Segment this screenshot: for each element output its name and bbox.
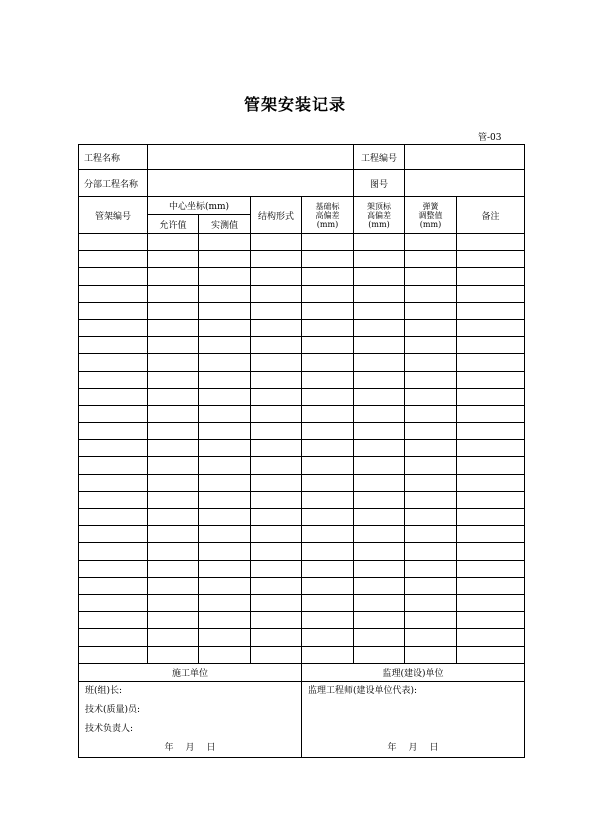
table-cell[interactable]: [148, 440, 199, 457]
table-cell[interactable]: [251, 354, 302, 371]
table-cell[interactable]: [251, 646, 302, 663]
table-cell[interactable]: [354, 629, 405, 646]
col-foundation-deviation: 基础标 高偏差 (mm): [302, 197, 354, 234]
table-cell[interactable]: [302, 371, 354, 388]
table-cell[interactable]: [148, 646, 199, 663]
table-cell[interactable]: [79, 388, 148, 405]
table-cell[interactable]: [79, 629, 148, 646]
table-cell[interactable]: [251, 251, 302, 268]
table-cell[interactable]: [405, 251, 457, 268]
table-cell[interactable]: [302, 285, 354, 302]
project-name-label: 工程名称: [79, 145, 148, 170]
table-cell[interactable]: [354, 354, 405, 371]
col-spring-adjust: 弹簧 调整值 (mm): [405, 197, 457, 234]
table-cell[interactable]: [405, 302, 457, 319]
table-cell[interactable]: [79, 354, 148, 371]
supervision-unit-label: 监理(建设)单位: [302, 663, 525, 681]
table-row: [79, 440, 525, 457]
table-cell[interactable]: [457, 629, 525, 646]
table-cell[interactable]: [251, 234, 302, 251]
tech-lead-label: 技术负责人:: [85, 723, 134, 734]
table-cell[interactable]: [79, 251, 148, 268]
col-allowed-value: 允许值: [148, 215, 199, 234]
table-cell[interactable]: [457, 268, 525, 285]
col-structure-form: 结构形式: [251, 197, 302, 234]
table-cell[interactable]: [457, 405, 525, 422]
table-cell[interactable]: [79, 577, 148, 594]
table-row: [79, 268, 525, 285]
tech-quality-label: 技术(质量)员:: [85, 704, 141, 715]
table-cell[interactable]: [405, 612, 457, 629]
table-cell[interactable]: [405, 440, 457, 457]
table-cell[interactable]: [148, 285, 199, 302]
table-cell[interactable]: [457, 371, 525, 388]
table-cell[interactable]: [405, 491, 457, 508]
header-row-subproject: [79, 170, 525, 197]
table-cell[interactable]: [302, 440, 354, 457]
table-cell[interactable]: [354, 234, 405, 251]
table-cell[interactable]: [251, 526, 302, 543]
table-cell[interactable]: [148, 302, 199, 319]
table-cell[interactable]: [354, 405, 405, 422]
table-cell[interactable]: [79, 560, 148, 577]
table-row: [79, 629, 525, 646]
table-cell[interactable]: [354, 302, 405, 319]
table-cell[interactable]: [405, 423, 457, 440]
page-title: 管架安装记录: [243, 95, 346, 114]
month-label: 月: [408, 742, 418, 753]
table-cell[interactable]: [79, 285, 148, 302]
month-label: 月: [185, 742, 195, 753]
table-cell[interactable]: [199, 388, 251, 405]
table-cell[interactable]: [199, 234, 251, 251]
table-cell[interactable]: [457, 491, 525, 508]
table-cell[interactable]: [148, 251, 199, 268]
table-cell[interactable]: [199, 629, 251, 646]
table-cell[interactable]: [79, 371, 148, 388]
table-cell[interactable]: [148, 354, 199, 371]
table-cell[interactable]: [148, 423, 199, 440]
footer-header-row: [79, 663, 525, 681]
table-cell[interactable]: [405, 474, 457, 491]
table-cell[interactable]: [457, 440, 525, 457]
table-row: [79, 423, 525, 440]
sub-project-label: 分部工程名称: [79, 170, 148, 197]
table-row: [79, 612, 525, 629]
table-cell[interactable]: [251, 405, 302, 422]
record-table: [78, 144, 525, 758]
table-row: [79, 388, 525, 405]
table-cell[interactable]: [302, 268, 354, 285]
table-cell[interactable]: [405, 234, 457, 251]
table-cell[interactable]: [457, 319, 525, 336]
table-cell[interactable]: [405, 371, 457, 388]
table-cell[interactable]: [302, 594, 354, 611]
table-cell[interactable]: [199, 526, 251, 543]
table-cell[interactable]: [302, 577, 354, 594]
table-cell[interactable]: [199, 594, 251, 611]
table-cell[interactable]: [405, 405, 457, 422]
table-cell[interactable]: [302, 319, 354, 336]
table-cell[interactable]: [251, 371, 302, 388]
table-row: [79, 646, 525, 663]
table-cell[interactable]: [405, 543, 457, 560]
table-cell[interactable]: [457, 577, 525, 594]
table-cell[interactable]: [148, 629, 199, 646]
sub-project-field[interactable]: [148, 170, 354, 197]
table-cell[interactable]: [457, 457, 525, 474]
table-cell[interactable]: [302, 354, 354, 371]
col-support-number: 管架编号: [79, 197, 148, 234]
table-cell[interactable]: [457, 251, 525, 268]
table-cell[interactable]: [302, 543, 354, 560]
table-cell[interactable]: [302, 612, 354, 629]
table-cell[interactable]: [354, 440, 405, 457]
table-cell[interactable]: [148, 457, 199, 474]
table-cell[interactable]: [457, 234, 525, 251]
table-cell[interactable]: [79, 509, 148, 526]
table-row: [79, 560, 525, 577]
table-cell[interactable]: [354, 388, 405, 405]
table-cell[interactable]: [148, 612, 199, 629]
table-cell[interactable]: [302, 526, 354, 543]
supervision-signature-area[interactable]: [302, 681, 525, 757]
table-cell[interactable]: [148, 474, 199, 491]
construction-unit-label: 施工单位: [79, 663, 302, 681]
table-cell[interactable]: [405, 629, 457, 646]
table-cell[interactable]: [302, 491, 354, 508]
supervision-date: [302, 739, 524, 757]
table-cell[interactable]: [457, 612, 525, 629]
table-cell[interactable]: [199, 577, 251, 594]
table-cell[interactable]: [457, 423, 525, 440]
day-label: 日: [429, 742, 439, 753]
table-cell[interactable]: [79, 337, 148, 354]
table-row: [79, 457, 525, 474]
table-cell[interactable]: [79, 423, 148, 440]
table-cell[interactable]: [354, 594, 405, 611]
table-cell[interactable]: [405, 560, 457, 577]
supervisor-label: 监理工程师(建设单位代表):: [308, 685, 418, 696]
year-label: 年: [164, 742, 174, 753]
table-cell[interactable]: [302, 405, 354, 422]
table-cell[interactable]: [251, 285, 302, 302]
year-label: 年: [387, 742, 397, 753]
table-cell[interactable]: [405, 509, 457, 526]
table-row: [79, 526, 525, 543]
table-row: [79, 491, 525, 508]
table-row: [79, 234, 525, 251]
table-cell[interactable]: [354, 423, 405, 440]
table-cell[interactable]: [199, 491, 251, 508]
table-cell[interactable]: [405, 646, 457, 663]
table-cell[interactable]: [405, 337, 457, 354]
table-cell[interactable]: [457, 388, 525, 405]
table-cell[interactable]: [199, 319, 251, 336]
project-number-field[interactable]: [405, 145, 525, 170]
table-cell[interactable]: [302, 234, 354, 251]
table-cell[interactable]: [148, 526, 199, 543]
team-leader-label: 班(组)长:: [85, 685, 123, 696]
table-cell[interactable]: [457, 560, 525, 577]
table-cell[interactable]: [199, 543, 251, 560]
table-cell[interactable]: [79, 491, 148, 508]
table-cell[interactable]: [251, 388, 302, 405]
table-cell[interactable]: [79, 526, 148, 543]
header-row-project: [79, 145, 525, 170]
col-frame-top-deviation: 架顶标 高偏差 (mm): [354, 197, 405, 234]
table-cell[interactable]: [148, 337, 199, 354]
table-row: [79, 251, 525, 268]
table-cell[interactable]: [354, 268, 405, 285]
table-cell[interactable]: [302, 337, 354, 354]
table-cell[interactable]: [457, 646, 525, 663]
table-row: [79, 319, 525, 336]
table-cell[interactable]: [405, 388, 457, 405]
table-cell[interactable]: [354, 474, 405, 491]
table-cell[interactable]: [354, 509, 405, 526]
col-center-coord: 中心坐标(mm): [148, 197, 251, 215]
table-row: [79, 405, 525, 422]
table-cell[interactable]: [354, 457, 405, 474]
table-cell[interactable]: [199, 509, 251, 526]
table-row: [79, 371, 525, 388]
form-code: 管-03: [478, 133, 502, 143]
table-cell[interactable]: [148, 405, 199, 422]
table-cell[interactable]: [354, 251, 405, 268]
table-cell[interactable]: [251, 629, 302, 646]
table-cell[interactable]: [405, 594, 457, 611]
project-number-label: 工程编号: [354, 145, 405, 170]
table-row: [79, 509, 525, 526]
table-cell[interactable]: [199, 337, 251, 354]
table-cell[interactable]: [405, 526, 457, 543]
table-cell[interactable]: [457, 543, 525, 560]
table-cell[interactable]: [302, 251, 354, 268]
table-cell[interactable]: [199, 457, 251, 474]
table-cell[interactable]: [251, 474, 302, 491]
table-cell[interactable]: [251, 577, 302, 594]
table-row: [79, 302, 525, 319]
table-cell[interactable]: [79, 543, 148, 560]
table-cell[interactable]: [199, 423, 251, 440]
table-cell[interactable]: [79, 612, 148, 629]
table-cell[interactable]: [199, 251, 251, 268]
table-row: [79, 285, 525, 302]
day-label: 日: [206, 742, 216, 753]
table-cell[interactable]: [354, 612, 405, 629]
table-cell[interactable]: [251, 612, 302, 629]
table-cell[interactable]: [457, 474, 525, 491]
table-cell[interactable]: [79, 474, 148, 491]
table-cell[interactable]: [354, 646, 405, 663]
table-cell[interactable]: [251, 423, 302, 440]
table-cell[interactable]: [457, 594, 525, 611]
table-cell[interactable]: [199, 560, 251, 577]
table-cell[interactable]: [457, 285, 525, 302]
table-cell[interactable]: [199, 285, 251, 302]
table-cell[interactable]: [405, 354, 457, 371]
table-cell[interactable]: [354, 560, 405, 577]
table-cell[interactable]: [251, 440, 302, 457]
table-cell[interactable]: [302, 474, 354, 491]
table-cell[interactable]: [79, 302, 148, 319]
table-cell[interactable]: [199, 440, 251, 457]
table-cell[interactable]: [302, 560, 354, 577]
table-cell[interactable]: [79, 319, 148, 336]
table-cell[interactable]: [354, 543, 405, 560]
table-cell[interactable]: [405, 285, 457, 302]
construction-date: [79, 739, 301, 757]
table-cell[interactable]: [148, 594, 199, 611]
table-cell[interactable]: [251, 594, 302, 611]
column-header-row-1: [79, 197, 525, 215]
table-cell[interactable]: [405, 268, 457, 285]
table-cell[interactable]: [251, 543, 302, 560]
table-cell[interactable]: [148, 234, 199, 251]
table-cell[interactable]: [148, 577, 199, 594]
table-cell[interactable]: [79, 594, 148, 611]
table-cell[interactable]: [354, 285, 405, 302]
table-cell[interactable]: [302, 388, 354, 405]
table-cell[interactable]: [148, 560, 199, 577]
table-cell[interactable]: [79, 440, 148, 457]
table-cell[interactable]: [251, 509, 302, 526]
table-cell[interactable]: [148, 319, 199, 336]
table-cell[interactable]: [302, 629, 354, 646]
table-cell[interactable]: [457, 509, 525, 526]
table-cell[interactable]: [199, 354, 251, 371]
table-cell[interactable]: [79, 268, 148, 285]
table-cell[interactable]: [148, 388, 199, 405]
table-cell[interactable]: [148, 509, 199, 526]
table-cell[interactable]: [79, 457, 148, 474]
col-remarks: 备注: [457, 197, 525, 234]
table-row: [79, 337, 525, 354]
table-cell[interactable]: [457, 526, 525, 543]
table-cell[interactable]: [148, 543, 199, 560]
table-cell[interactable]: [354, 526, 405, 543]
table-cell[interactable]: [302, 457, 354, 474]
table-cell[interactable]: [302, 509, 354, 526]
table-cell[interactable]: [354, 577, 405, 594]
table-cell[interactable]: [302, 646, 354, 663]
table-cell[interactable]: [79, 646, 148, 663]
table-row: [79, 543, 525, 560]
table-cell[interactable]: [251, 491, 302, 508]
table-cell[interactable]: [251, 457, 302, 474]
table-cell[interactable]: [148, 268, 199, 285]
table-cell[interactable]: [354, 319, 405, 336]
table-cell[interactable]: [405, 457, 457, 474]
table-cell[interactable]: [354, 491, 405, 508]
table-cell[interactable]: [405, 319, 457, 336]
table-row: [79, 577, 525, 594]
table-cell[interactable]: [302, 302, 354, 319]
table-cell[interactable]: [148, 491, 199, 508]
table-cell[interactable]: [457, 337, 525, 354]
table-cell[interactable]: [199, 302, 251, 319]
col-measured-value: 实测值: [199, 215, 251, 234]
table-cell[interactable]: [251, 560, 302, 577]
table-cell[interactable]: [79, 234, 148, 251]
table-cell[interactable]: [251, 337, 302, 354]
table-cell[interactable]: [457, 302, 525, 319]
table-cell[interactable]: [302, 423, 354, 440]
table-row: [79, 474, 525, 491]
table-cell[interactable]: [251, 302, 302, 319]
table-cell[interactable]: [199, 268, 251, 285]
table-cell[interactable]: [199, 646, 251, 663]
table-cell[interactable]: [457, 354, 525, 371]
project-name-field[interactable]: [148, 145, 354, 170]
drawing-number-label: 图号: [354, 170, 405, 197]
table-cell[interactable]: [405, 577, 457, 594]
table-cell[interactable]: [199, 474, 251, 491]
construction-signature-area[interactable]: [79, 681, 302, 757]
table-cell[interactable]: [354, 371, 405, 388]
table-row: [79, 354, 525, 371]
table-cell[interactable]: [354, 337, 405, 354]
drawing-number-field[interactable]: [405, 170, 525, 197]
table-cell[interactable]: [199, 405, 251, 422]
signature-row: [79, 681, 525, 757]
table-cell[interactable]: [148, 371, 199, 388]
table-row: [79, 594, 525, 611]
table-cell[interactable]: [199, 612, 251, 629]
table-cell[interactable]: [251, 319, 302, 336]
table-cell[interactable]: [251, 268, 302, 285]
table-cell[interactable]: [199, 371, 251, 388]
table-cell[interactable]: [79, 405, 148, 422]
